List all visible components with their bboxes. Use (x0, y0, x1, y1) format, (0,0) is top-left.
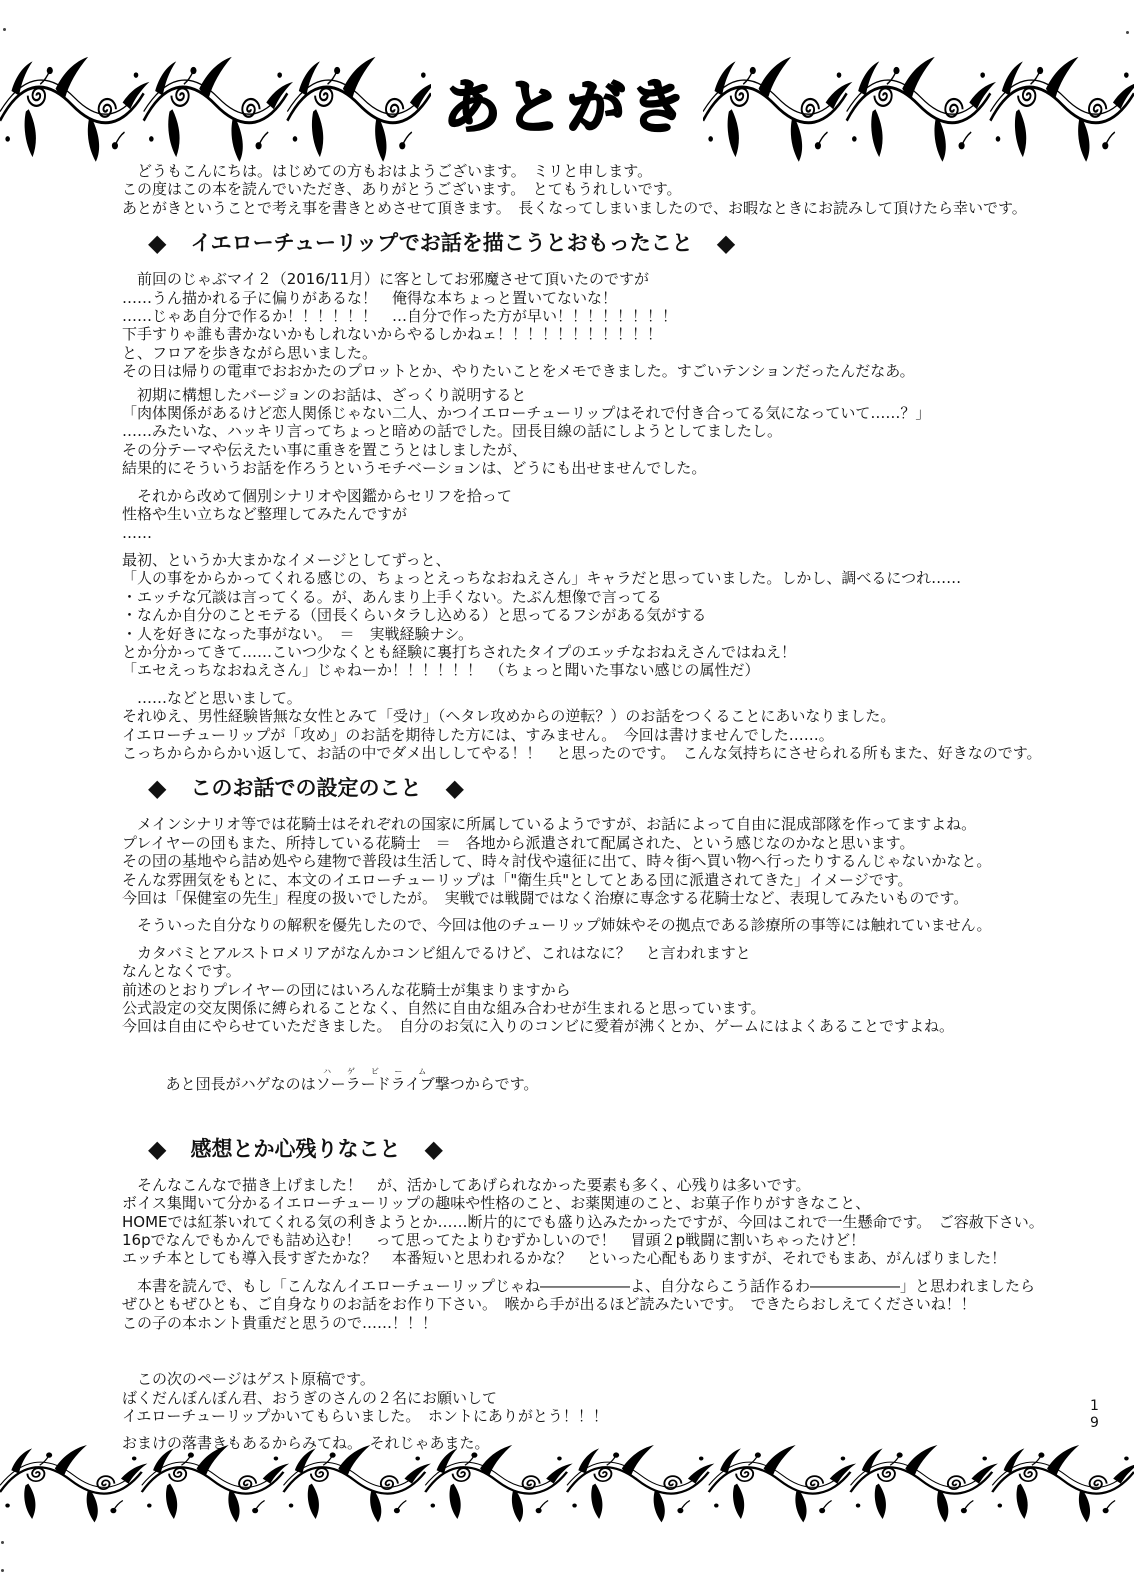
diamond-icon: ◆ (424, 1134, 443, 1163)
text-line: ・なんか自分のことモテる（団長くらいタラし込める）と思ってるフシがある気がする (122, 606, 707, 625)
top-floral-border (0, 50, 1134, 164)
text-line: イエローチューリップが「攻め」のお話を期待した方には、すみません。 今回は書けませんでした……。 (122, 725, 834, 744)
paragraph (122, 815, 1032, 907)
text-line: ボイス集聞いて分かるイエローチューリップの趣味や性格のこと、お薬関連のこと、お菓子作りがすきなこと、 (122, 1194, 871, 1213)
ruby-text: ハゲビーム (315, 1066, 435, 1076)
text-line: その団の基地やら詰め処やら建物で普段は生活して、時々討伐や遠征に出て、時々街へ買い物へ行ったりするんじゃないかなと。 (122, 852, 992, 871)
text-line: …… (122, 523, 152, 542)
text-line: と、フロアを歩きながら思いました。 (122, 343, 378, 362)
ruby-solar-drive (315, 1066, 435, 1093)
text-line: この子の本ホント貴重だと思うので……！！！ (122, 1313, 438, 1332)
paragraph (122, 1175, 1044, 1268)
text-line: それゆえ、男性経験皆無な女性とみて「受け」（ヘタレ攻めからの逆転？）のお話をつくることにあいなりました。 (122, 707, 896, 726)
bottom-floral-border (0, 1440, 1134, 1524)
diamond-icon: ◆ (716, 229, 736, 258)
text-line: 前回のじゃぶマイ２（2016/11月）に客としてお邪魔させて頂いたのですが (122, 270, 650, 289)
guest-credits-paragraph (122, 1370, 1032, 1425)
text-line: ……などと思いまして。 (122, 688, 302, 707)
text-line: 公式設定の交友関係に縛られることなく、自然に自由な組み合わせが生まれると思っています。 (122, 999, 766, 1018)
section-heading-label: 感想とか心残りなこと (190, 1136, 401, 1161)
text-line: そういった自分なりの解釈を優先したので、今回は他のチューリップ姉妹やその拠点である診療所の事等には触れていません。 (122, 916, 992, 935)
diamond-icon: ◆ (148, 774, 167, 803)
page-number: 19 (1090, 1398, 1099, 1431)
ruby-base: ソーラードライブ (315, 1074, 435, 1093)
section-heading-concept (148, 231, 1032, 256)
floral-vine-left-icon (0, 50, 431, 164)
text-segment: あと団長がハゲなのは (150, 1074, 316, 1093)
text-line: 本書を読んで、もし「こんなんイエローチューリップじゃね――――――よ、自分ならこう話作るわ――――――」と思われましたら (122, 1276, 1036, 1295)
paragraph (122, 944, 1032, 1036)
text-line: プレイヤーの団もまた、所持している花騎士 ＝ 各地から派遣されて配属された、という感じなのかなと思います。 (122, 833, 915, 852)
text-line: どうもこんにちは。はじめての方もおはようございます。 ミリと申します。 (122, 162, 653, 180)
registration-mark (3, 28, 6, 31)
text-line: おまけの落書きもあるからみてね。 それじゃあまた。 (122, 1434, 490, 1453)
text-line: メインシナリオ等では花騎士はそれぞれの国家に所属しているようですが、お話によって自由に混成部隊を作ってますよね。 (122, 815, 977, 834)
text-line: 「エセえっちなおねえさん」じゃねーか！！！！！！ （ちょっと聞いた事ない感じの属性だ） (122, 661, 760, 680)
text-line: HOMEでは紅茶いれてくれる気の利きようとか……断片的にでも盛り込みたかったですが、今回はこれで一生懸命です。 ご容赦下さい。 (122, 1212, 1044, 1231)
text-line: その日は帰りの電車でおおかたのプロットとか、やりたいことをメモできました。すごいテンションだったんだなあ。 (122, 362, 915, 381)
text-line: その分テーマや伝えたい事に重きを置こうとはしましたが、 (122, 440, 528, 459)
text-line: ぜひともぜひとも、ご自身なりのお話をお作り下さい。 喉から手が出るほど読みたいです。 できたらおしえてくださいね！！ (122, 1295, 976, 1314)
text-line: エッチ本としても導入長すぎたかな？ 本番短いと思われるかな？ といった心配もありますが、それでもまあ、がんばりました！ (122, 1249, 1007, 1268)
text-line: そんな雰囲気をもとに、本文のイエローチューリップは「"衛生兵"としてとある団に派遣されてきた」イメージです。 (122, 870, 913, 889)
text-line: ・エッチな冗談は言ってくる。が、あんまり上手くない。たぶん想像で言ってる (122, 587, 662, 606)
text-line: とか分かってきて……こいつ少なくとも経験に裏打ちされたタイプのエッチなおねえさんではねえ！ (122, 642, 796, 661)
registration-mark (1126, 31, 1129, 34)
paragraph (122, 551, 1032, 680)
paragraph (122, 916, 1032, 934)
text-line: それから改めて個別シナリオや図鑑からセリフを拾って (122, 486, 512, 505)
text-line: 今回は自由にやらせていただきました。 自分のお気に入りのコンビに愛着が沸くとか、ゲームにはよくあることですよね。 (122, 1017, 955, 1036)
text-line: この度はこの本を読んでいただき、ありがとうございます。 とてもうれしいです。 (122, 180, 682, 199)
paragraph (122, 487, 1032, 542)
section-heading-setting (148, 776, 1032, 801)
diamond-icon: ◆ (148, 229, 167, 258)
text-line: なんとなくです。 (122, 962, 241, 981)
text-line: 性格や生い立ちなど整理してみたんですが (122, 505, 408, 524)
text-line: ……じゃあ自分で作るか！！！！！！ …自分で作った方が早い！！！！！！！！ (122, 307, 678, 326)
paragraph (122, 386, 1032, 478)
text-line: ばくだんぼんぼん君、おうぎのさんの２名にお願いして (122, 1388, 498, 1407)
text-segment: 撃つからです。 (434, 1074, 539, 1093)
text-line: この次のページはゲスト原稿です。 (122, 1370, 375, 1389)
section-heading-regrets (148, 1134, 1032, 1163)
text-line: 初期に構想したバージョンのお話は、ざっくり説明すると (122, 385, 527, 404)
text-line: カタバミとアルストロメリアがなんかコンビ組んでるけど、これはなに？ と言われますと (122, 943, 751, 962)
intro-paragraph (122, 162, 1032, 217)
registration-mark (1, 1541, 4, 1544)
text-line: ・人を好きになった事がない。 ＝ 実戦経験ナシ。 (122, 624, 474, 643)
page-title: あとがき (443, 73, 692, 141)
text-line: 下手すりゃ誰も書かないかもしれないからやるしかねェ！！！！！！！！！！！ (122, 325, 663, 344)
registration-mark (1, 1569, 4, 1572)
text-line: 「人の事をからかってくれる感じの、ちょっとえっちなおねえさん」キャラだと思っていました。しかし、調べるにつれ…… (122, 569, 962, 588)
paragraph (122, 270, 1032, 380)
text-line: 前述のとおりプレイヤーの団にはいろんな花騎士が集まりますから (122, 980, 571, 999)
text-line: あとがきということで考え事を書きとめさせて頂きます。 長くなってしまいましたので、お暇なときにお読みして頂けたら幸いです。 (122, 198, 1027, 217)
paragraph (122, 1276, 1036, 1332)
text-line: 今回は「保健室の先生」程度の扱いでしたが。 実戦では戦闘ではなく治療に専念する花騎士など、表現してみたいものです。 (122, 889, 969, 907)
section-heading-label: このお話での設定のこと (190, 776, 422, 801)
floral-vine-bottom-icon (0, 1440, 1134, 1524)
text-line: ……みたいな、ハッキリ言ってちょっと暗めの話でした。団長目線の話にしようとしてましたし。 (122, 422, 783, 441)
diamond-icon: ◆ (148, 1134, 167, 1163)
section-heading-label: イエローチューリップでお話を描こうとおもったこと (190, 231, 693, 256)
text-line: こっちからからかい返して、お話の中でダメ出ししてやる！！ と思ったのです。 こんな気持ちにさせられる所もまた、好きなのです。 (122, 743, 1042, 762)
text-line: 「肉体関係があるけど恋人関係じゃない二人、かつイエローチューリップはそれで付き合ってる気になっていて……？」 (122, 404, 931, 423)
afterword-text (122, 162, 1044, 1458)
text-line: そんなこんなで描き上げました！ が、活かしてあげられなかった要素も多く、心残りは多いです。 (122, 1175, 811, 1194)
floral-vine-right-icon (703, 50, 1134, 164)
text-line: 結果的にそういうお話を作ろうというモチベーションは、どうにも出せませんでした。 (122, 459, 707, 478)
text-line: 最初、というか大まかなイメージとしてずっと、 (122, 550, 451, 569)
hage-joke-line (122, 1045, 1032, 1123)
diamond-icon: ◆ (445, 774, 464, 803)
text-line: イエローチューリップかいてもらいました。 ホントにありがとう！！！ (122, 1406, 608, 1425)
text-line: ……うん描かれる子に偏りがあるな！ 俺得な本ちょっと置いてないな！ (122, 288, 618, 307)
text-line: 16pでなんでもかんでも詰め込む！ って思ってたよりむずかしいので！ 冒頭２p戦闘に割いちゃったけど！ (122, 1231, 866, 1250)
paragraph (122, 688, 1042, 763)
